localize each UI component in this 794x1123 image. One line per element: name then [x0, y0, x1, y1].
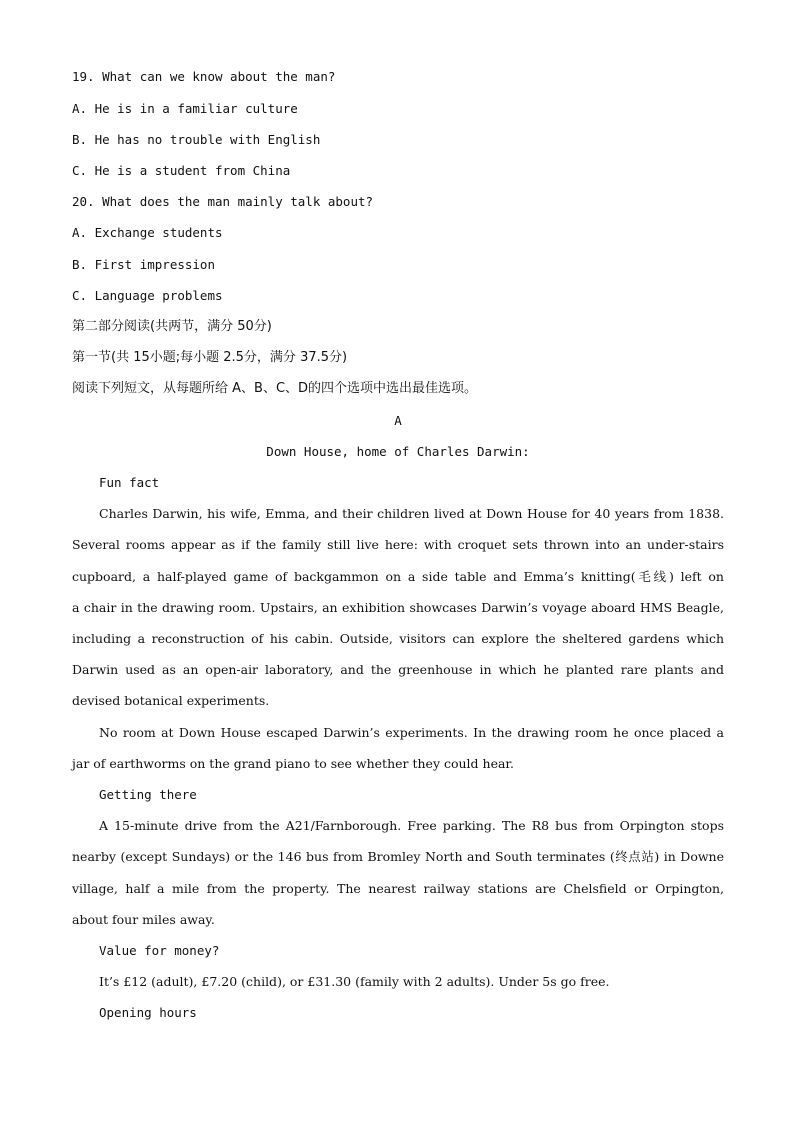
- paragraph-line: nearby (except Sundays) or the 146 bus from Bromley North and South terminates (终点站) in Downe: [72, 849, 724, 864]
- paragraph-line: a chair in the drawing room. Upstairs, an exhibition showcases Darwin’s voyage aboard HMS Beagle,: [72, 600, 724, 615]
- question-19-option-a: A. He is in a familiar culture: [72, 101, 298, 116]
- question-20-stem: 20. What does the man mainly talk about?: [72, 194, 374, 209]
- question-20-option-c: C. Language problems: [72, 288, 223, 303]
- heading-fun-fact: Fun fact: [99, 475, 160, 490]
- paragraph-line: Darwin used as an open-air laboratory, and the greenhouse in which he planted rare plants and: [72, 662, 724, 677]
- paragraph-line: jar of earthworms on the grand piano to see whether they could hear.: [72, 756, 514, 771]
- paragraph-line: No room at Down House escaped Darwin’s experiments. In the drawing room he once placed a: [99, 725, 724, 740]
- question-20-option-a: A. Exchange students: [72, 225, 223, 240]
- paragraph-line: Charles Darwin, his wife, Emma, and their children lived at Down House for 40 years from 1838.: [99, 506, 724, 521]
- paragraph-line: A 15-minute drive from the A21/Farnborough. Free parking. The R8 bus from Orpington stops: [99, 818, 724, 833]
- heading-opening-hours: Opening hours: [99, 1005, 197, 1020]
- paragraph-line: Several rooms appear as if the family still live here: with croquet sets thrown into an under-stairs: [72, 537, 724, 552]
- paragraph-line: including a reconstruction of his cabin. Outside, visitors can explore the sheltered gardens which: [72, 631, 724, 646]
- heading-getting-there: Getting there: [99, 787, 197, 802]
- question-20-option-b: B. First impression: [72, 257, 215, 272]
- heading-value-for-money: Value for money?: [99, 943, 220, 958]
- part-two-heading: 第二部分阅读(共两节，满分 50分): [72, 319, 272, 334]
- passage-letter: A: [394, 413, 402, 428]
- question-19-stem: 19. What can we know about the man?: [72, 69, 336, 84]
- paragraph-line: village, half a mile from the property. The nearest railway stations are Chelsfield or Orpington,: [72, 881, 724, 896]
- paragraph-line: about four miles away.: [72, 912, 215, 927]
- question-19-option-b: B. He has no trouble with English: [72, 132, 321, 147]
- paragraph-line: cupboard, a half-played game of backgammon on a side table and Emma’s knitting(毛线) left on: [72, 569, 724, 584]
- question-19-option-c: C. He is a student from China: [72, 163, 291, 178]
- paragraph-line: It’s £12 (adult), £7.20 (child), or £31.30 (family with 2 adults). Under 5s go free.: [99, 974, 610, 989]
- subsection-one-heading: 第一节(共 15小题;每小题 2.5分，满分 37.5分): [72, 350, 348, 365]
- passage-title: Down House, home of Charles Darwin:: [266, 444, 530, 459]
- reading-instruction: 阅读下列短文，从每题所给 A、B、C、D的四个选项中选出最佳选项。: [72, 381, 478, 396]
- paragraph-line: devised botanical experiments.: [72, 693, 270, 708]
